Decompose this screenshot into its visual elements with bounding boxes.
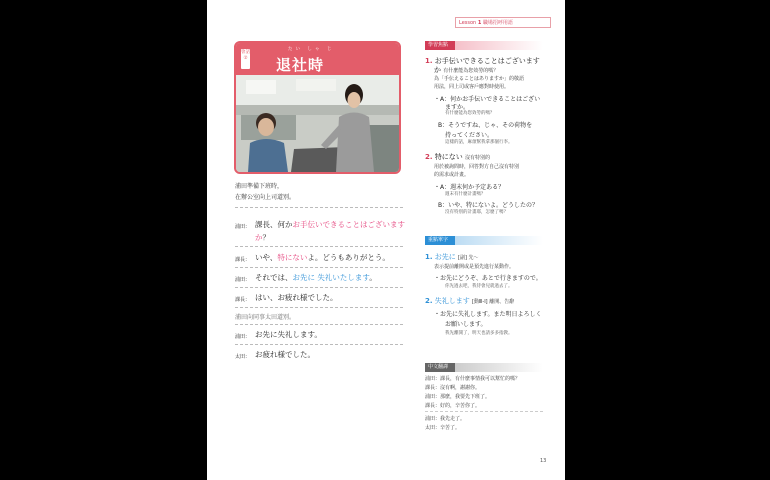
divider [235,207,403,208]
translation-line: 浦田：課長，有什麼事情我可以幫忙的嗎？ [425,376,521,382]
dialogue-text: 課長、何か [255,220,293,229]
divider [235,344,403,345]
point-number: 2. [425,153,433,161]
dialogue-line-1b [255,232,270,243]
point-desc: 用法，同上司或客戶應對時使用。 [434,84,510,90]
section-key-points: 學習焦點 [425,41,543,50]
dialogue-text: ？ [262,233,270,242]
dialogue-highlight: お手伝いできることはございます [292,220,405,229]
lesson-tab [455,17,551,28]
dialogue-highlight: お先に [292,273,315,282]
dialogue-line-1 [255,219,405,230]
vocab-2-head [425,296,514,306]
scene-title-furigana: たい しゃ じ [288,47,335,52]
speaker-label: 課長： [235,257,251,263]
scene-caption-3: 浦田向同事太田道別。 [235,314,296,321]
speaker-label: 課長： [235,297,251,303]
scene-header [236,43,399,75]
example-translation: 我先離開了，明天也請多多指教。 [445,331,513,336]
example-translation: 沒有特別的計畫耶，怎麼了嗎？ [445,210,508,215]
lesson-title: 職場招呼用語 [482,20,513,26]
page-number: 13 [540,458,547,464]
textbook-page [207,0,565,480]
divider [235,307,403,308]
vocab-1-head [425,252,479,262]
dialogue-line-4: はい、お疲れ様でした。 [255,293,338,302]
example-b: B：そうですね、じゃ、その荷物を [438,122,533,129]
point-gloss: 沒有特別的 [465,155,491,161]
scene-card [234,41,401,174]
lesson-label: Lesson [459,20,477,26]
divider [235,246,403,247]
vocab-word: お先に [434,253,456,261]
dialogue-line-2 [255,252,390,263]
divider [235,267,403,268]
translation-line: 浦田：我先走了。 [425,416,466,422]
point-2-head [425,152,490,162]
dialogue-line-3 [255,272,377,283]
vocab-example: お願いします。 [445,321,487,328]
point-phrase: 特にない [434,153,463,161]
dialogue-line-6: お疲れ様でした。 [255,350,315,359]
point-number: 1. [425,57,433,65]
example-translation: 有什麼能為您效勞的嗎？ [445,111,495,116]
point-phrase: お手伝いできることはございます [434,57,540,65]
divider [235,287,403,288]
dialogue-highlight: 特にない [277,253,308,262]
example-a: ・A：何かお手伝いできることはござい [434,96,541,103]
vocab-example: ・お先に失礼します。また明日よろしく [434,311,542,318]
lesson-number: 1 [477,20,482,26]
point-phrase: か [434,66,441,74]
vocab-example: ・お先にどうぞ、あとで行きますので。 [434,275,542,282]
example-a: ・A：週末何か予定ある？ [434,184,505,191]
divider [425,411,543,412]
section-vocab: 重點單字 [425,236,543,245]
dialogue-highlight: か [255,233,263,242]
example-translation: 週末有什麼計畫嗎？ [445,192,486,197]
speaker-label: 浦田： [235,277,251,283]
scene-caption-2: 在辦公室向上司道別。 [235,194,296,201]
vocab-number: 1. [425,253,433,261]
dialogue-line-5: お先に失礼します。 [255,330,322,339]
point-gloss: 有什麼能為您效勞的嗎？ [443,68,499,74]
section-translation: 中文翻譯 [425,363,543,372]
point-1-head-2 [434,65,498,75]
divider [235,324,403,325]
vocab-desc: 表示提前離開或是預先進行某動作。 [434,264,515,270]
example-translation: 這樣的話，麻煩幫我拿那個行李。 [445,140,513,145]
point-desc: 用於被詢問時，回答對方自己沒有特別 [434,164,520,170]
dialogue-text: いや、 [255,253,278,262]
vocab-meaning: [副] 先～ [458,255,479,261]
point-desc: 的需求或計畫。 [434,172,470,178]
translation-line: 太田：辛苦了。 [425,425,461,431]
dialogue-text: よ。どうもありがとう。 [307,253,390,262]
vocab-number: 2. [425,297,433,305]
translation-line: 浦田：那麼，我要先下班了。 [425,394,491,400]
point-desc: 為「手伝えることはありますか」的敬語 [434,76,525,82]
dialogue-text: 。 [369,273,377,282]
translation-line: 課長：沒有啊，謝謝你。 [425,385,481,391]
example-translation: 你先過去吧，我待會兒就過去了。 [445,284,513,289]
example-b: B：いや、特にないよ。どうしたの？ [438,202,538,209]
vocab-meaning: [動Ⅲ-Ⅰ] 離開、告辭 [472,299,515,305]
dialogue-highlight: 失礼いたします [317,273,370,282]
speaker-label: 太田： [235,354,251,360]
scene-title: 退社時 [276,56,325,74]
vocab-word: 失礼します [434,297,470,305]
speaker-label: 浦田： [235,224,251,230]
speaker-label: 浦田： [235,334,251,340]
dialogue-text: それでは、 [255,273,293,282]
scene-caption: 浦田準備下班時， [235,183,284,190]
scene-badge: 會話② [241,49,250,69]
example-a: ますか。 [445,104,470,111]
office-photo [236,75,399,172]
translation-line: 課長：好的，辛苦你了。 [425,403,481,409]
example-b: 持ってください。 [445,132,494,139]
